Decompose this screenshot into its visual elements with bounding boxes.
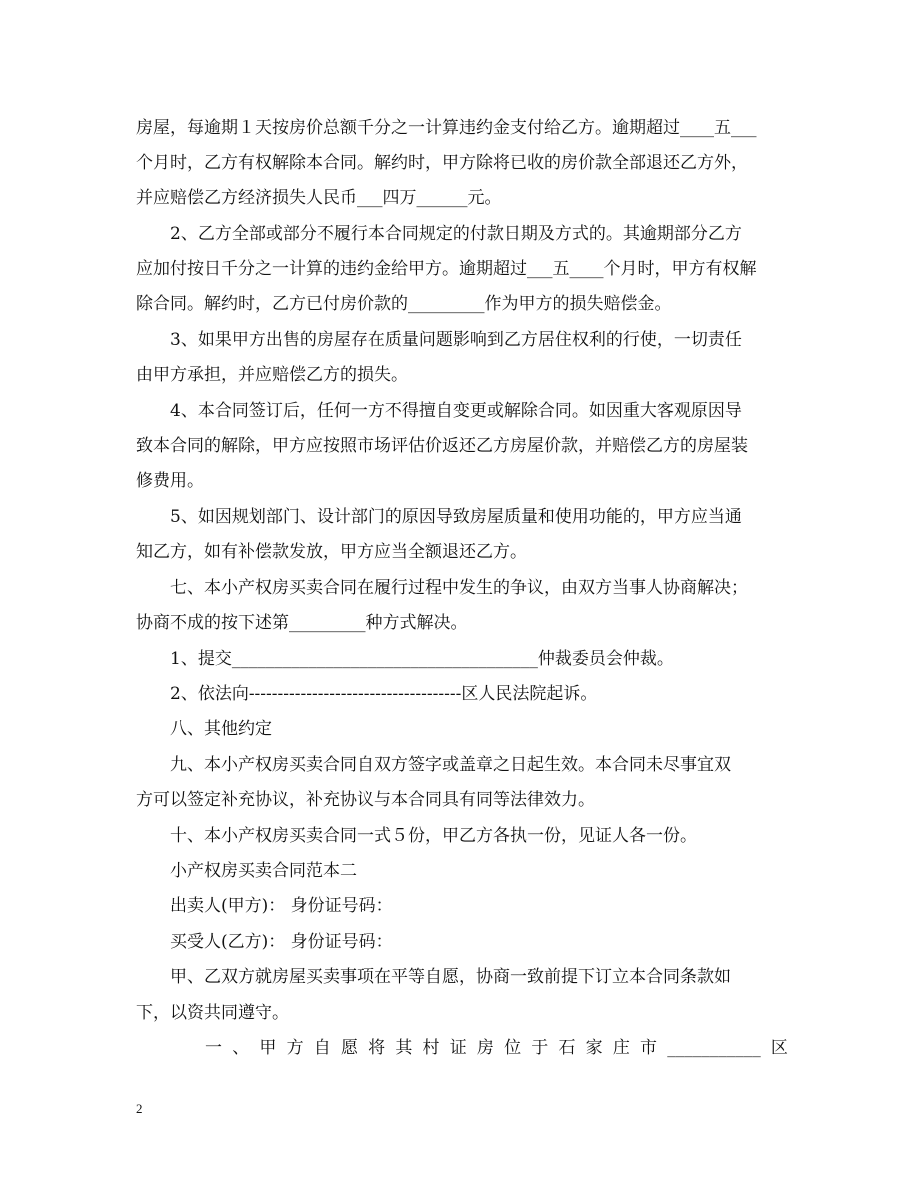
text-fragment: 市 [640,1038,657,1058]
text-line: 七、本小产权房买卖合同在履行过程中发生的争议，由双方当事人协商解决； [170,578,748,598]
text-fragment: 于 [531,1038,549,1058]
text-fragment: 、 [232,1038,250,1058]
buyer-line: 买受人(乙方)： 身份证号码： [170,932,393,952]
text-fragment: 方 [286,1038,304,1058]
text-line: 九、本小产权房买卖合同自双方签字或盖章之日起生效。本合同未尽事宜双 [170,755,731,775]
text-fragment: 石 [558,1038,576,1058]
text-line: 5、如因规划部门、设计部门的原因导致房屋质量和使用功能的，甲方应当通 [170,507,742,527]
text-fragment: 甲 [259,1038,277,1058]
text-fragment: 区 [770,1038,788,1058]
text-line: 十、本小产权房买卖合同一式５份，甲乙方各执一份，见证人各一份。 [170,826,697,846]
text-line: 3、如果甲方出售的房屋存在质量问题影响到乙方居住权利的行使，一切责任 [170,330,742,350]
text-line: 并应赔偿乙方经济损失人民币___四万______元。 [136,188,502,208]
section-heading: 八、其他约定 [170,719,272,739]
text-line: 甲、乙双方就房屋买卖事项在平等自愿，协商一致前提下订立本合同条款如 [170,967,731,987]
text-line: 2、乙方全部或部分不履行本合同规定的付款日期及方式的。其逾期部分乙方 [170,224,742,244]
text-line: 除合同。解约时，乙方已付房价款的_________作为甲方的损失赔偿金。 [136,294,672,314]
text-fragment: 其 [395,1038,413,1058]
text-line: 2、依法向-------------------------------------区人民法院起诉。 [170,684,598,704]
text-fragment: 将 [368,1038,386,1058]
spread-text-line [205,1037,788,1059]
text-line: 协商不成的按下述第_________种方式解决。 [136,613,468,633]
document-subtitle: 小产权房买卖合同范本二 [170,861,357,881]
blank-field: ___________ [667,1038,761,1058]
text-line: 由甲方承担，并应赔偿乙方的损失。 [136,365,408,385]
page-number: 2 [136,1101,143,1116]
text-fragment: 庄 [612,1038,630,1058]
text-line: 1、提交____________________________________仲裁委员会仲裁。 [170,649,674,669]
text-line: 房屋，每逾期１天按房价总额千分之一计算违约金支付给乙方。逾期超过____五___ [136,118,757,138]
text-line: 致本合同的解除，甲方应按照市场评估价返还乙方房屋价款，并赔偿乙方的房屋装 [136,436,748,456]
text-fragment: 家 [585,1038,603,1058]
text-fragment: 愿 [340,1038,358,1058]
text-fragment: 房 [476,1038,494,1058]
text-fragment: 一 [205,1038,222,1058]
text-line: 修费用。 [136,471,204,491]
text-line: 4、本合同签订后，任何一方不得擅自变更或解除合同。如因重大客观原因导 [170,401,742,421]
text-line: 方可以签定补充协议，补充协议与本合同具有同等法律效力。 [136,790,595,810]
text-line: 个月时，乙方有权解除本合同。解约时，甲方除将已收的房价款全部退还乙方外， [136,153,748,173]
text-line: 知乙方，如有补偿款发放，甲方应当全额退还乙方。 [136,542,527,562]
text-fragment: 证 [449,1038,467,1058]
seller-line: 出卖人(甲方)： 身份证号码： [170,896,393,916]
text-line: 应加付按日千分之一计算的违约金给甲方。逾期超过___五____个月时，甲方有权解 [136,259,757,279]
text-fragment: 村 [422,1038,440,1058]
text-line: 下，以资共同遵守。 [136,1003,289,1023]
text-fragment: 位 [504,1038,522,1058]
text-fragment: 自 [313,1038,331,1058]
